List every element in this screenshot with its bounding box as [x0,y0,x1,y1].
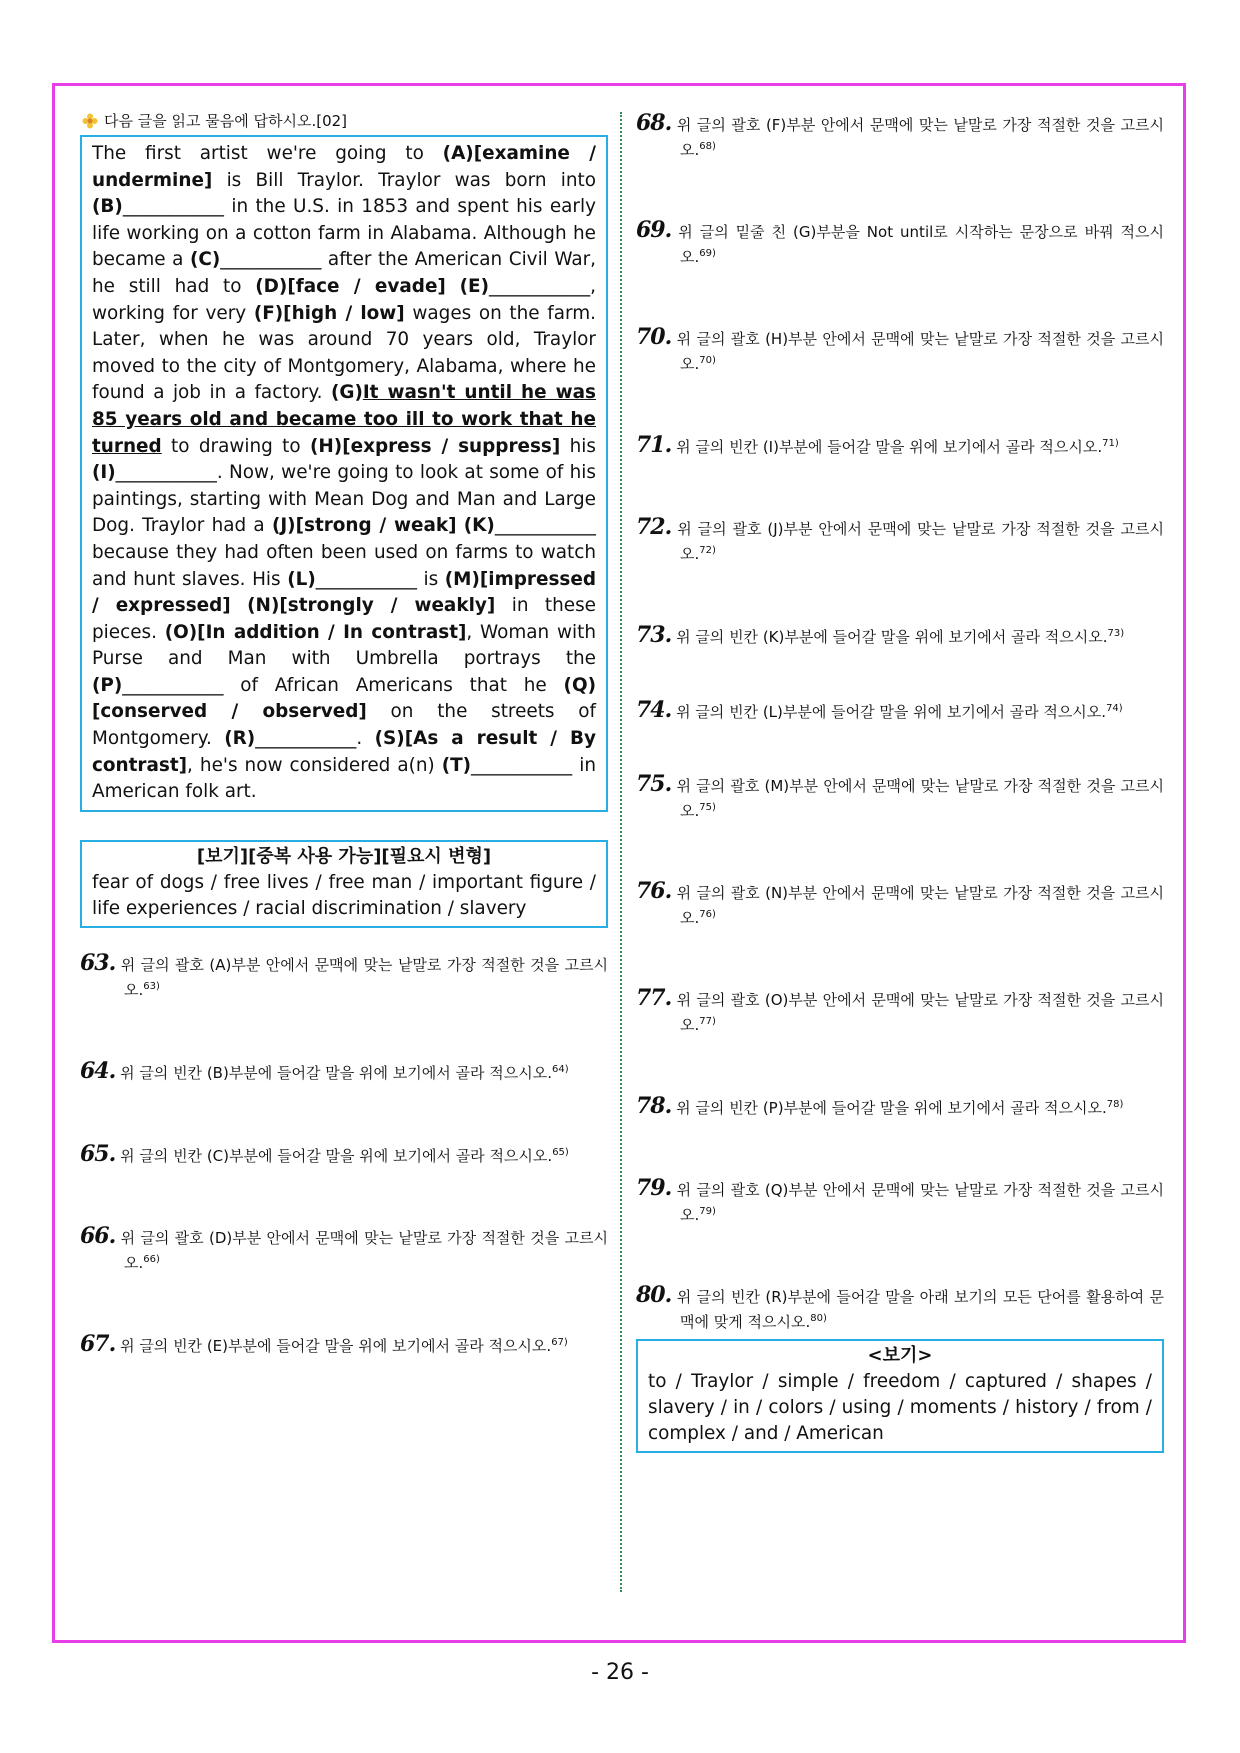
question-number: 74. [636,697,672,723]
question-item [636,516,1164,565]
question-item [636,1284,1164,1333]
question-number: 68. [636,110,672,136]
question-text: 위 글의 괄호 (O)부분 안에서 문맥에 맞는 낱말로 가장 적절한 것을 고르시오. [676,991,1164,1034]
question-text: 위 글의 빈칸 (P)부분에 들어갈 말을 위에 보기에서 골라 적으시오. [676,1099,1107,1117]
passage: The first artist we're going to (A)[examine / undermine] is Bill Traylor. Traylor was born into (B)___________ in the U.S. in 1853 and spent his early life working on a cotton farm in Alabama. Although he became a (C)___________ after the American Civil War, he still had to (D)[face / evade] (E)___________, working for very (F)[high / low] wages on the farm. Later, when he was around 70 years old, Traylor moved to the city of Montgomery, Alabama, where he found a job in a factory. (G)It wasn't until he was 85 years old and became too ill to work that he turned to drawing to (H)[express / suppress] his (I)___________. Now, we're going to look at some of his paintings, starting with Mean Dog and Man and Large Dog. Traylor had a (J)[strong / weak] (K)___________ because they had often been used on farms to watch and hunt slaves. His (L)___________ is (M)[impressed / expressed] (N)[strongly / weakly] in these pieces. (O)[In addition / In contrast], Woman with Purse and Man with Umbrella portrays the (P)___________ of African Americans that he (Q)[conserved / observed] on the streets of Montgomery. (R)___________. (S)[As a result / By contrast], he's now considered a(n) (T)___________ in American folk art. [80,135,608,812]
question-item [636,1177,1164,1226]
footnote-ref: 64) [552,1063,569,1075]
footnote-ref: 66) [143,1253,160,1265]
question-number: 75. [636,771,672,797]
flower-icon [82,113,98,129]
word-bank-box [80,840,608,928]
question-item [80,1142,608,1167]
question-text: 위 글의 괄호 (D)부분 안에서 문맥에 맞는 낱말로 가장 적절한 것을 고르시오. [120,1228,608,1272]
question-text: 위 글의 밑줄 친 (G)부분을 Not until로 시작하는 문장으로 바꿔 적으시오. [678,223,1164,266]
question-item [636,1094,1164,1119]
word-bank-2-title: <보기> [867,1345,933,1366]
footnote-ref: 72) [699,545,716,556]
question-number: 77. [636,985,672,1011]
footnote-ref: 75) [699,802,716,813]
instruction [82,110,608,131]
question-text: 위 글의 괄호 (A)부분 안에서 문맥에 맞는 낱말로 가장 적절한 것을 고르시오. [120,955,608,999]
column-divider [620,112,622,1592]
question-item [636,773,1164,822]
question-text: 위 글의 빈칸 (C)부분에 들어갈 말을 위에 보기에서 골라 적으시오. [120,1146,553,1165]
underlined-sentence-g: It wasn't until he was 85 years old and became too ill to work that he turned [92,382,596,457]
question-number: 67. [80,1330,116,1357]
question-number: 73. [636,622,672,648]
question-text: 위 글의 빈칸 (L)부분에 들어갈 말을 위에 보기에서 골라 적으시오. [676,703,1107,721]
footnote-ref: 65) [552,1146,569,1158]
word-bank-2-content: to / Traylor / simple / freedom / captured / shapes / slavery / in / colors / using / moments / history / from / complex / and / American [648,1371,1152,1444]
question-number: 64. [80,1057,116,1084]
question-text: 위 글의 괄호 (Q)부분 안에서 문맥에 맞는 낱말로 가장 적절한 것을 고르시오. [676,1181,1164,1224]
question-number: 66. [80,1222,116,1249]
question-item [636,880,1164,929]
questions-right [636,112,1164,1333]
right-column [636,112,1164,1453]
question-text: 위 글의 괄호 (J)부분 안에서 문맥에 맞는 낱말로 가장 적절한 것을 고르시오. [677,520,1164,563]
questions-left [80,949,608,1357]
question-item [636,112,1164,161]
footnote-ref: 68) [699,141,716,152]
footnote-ref: 80) [810,1313,827,1324]
question-item [636,326,1164,375]
question-number: 72. [636,514,672,540]
question-number: 79. [636,1175,672,1201]
question-item [636,698,1164,723]
footnote-ref: 63) [143,980,160,992]
question-number: 65. [80,1140,116,1167]
question-number: 71. [636,432,672,458]
footnote-ref: 73) [1107,628,1125,639]
question-item [636,433,1164,458]
question-number: 63. [80,949,116,976]
footnote-ref: 77) [699,1016,716,1027]
question-text: 위 글의 빈칸 (I)부분에 들어갈 말을 위에 보기에서 골라 적으시오. [676,438,1103,456]
question-item [80,949,608,1001]
question-number: 76. [636,878,672,904]
question-item [636,219,1164,268]
page-number: - 26 - [591,1660,649,1685]
question-number: 69. [636,217,672,243]
word-bank-box-2 [636,1339,1164,1453]
left-column [80,110,608,1357]
question-number: 80. [636,1282,672,1308]
question-number: 78. [636,1093,672,1119]
footnote-ref: 74) [1106,703,1123,714]
question-item [80,1332,608,1357]
question-item [636,623,1164,648]
word-bank-title: [보기][중복 사용 가능][필요시 변형] [196,845,492,867]
question-text: 위 글의 빈칸 (E)부분에 들어갈 말을 위에 보기에서 골라 적으시오. [120,1336,552,1355]
question-item [80,1059,608,1084]
footnote-ref: 69) [699,248,716,259]
question-text: 위 글의 괄호 (F)부분 안에서 문맥에 맞는 낱말로 가장 적절한 것을 고르시오. [676,116,1164,159]
question-text: 위 글의 괄호 (N)부분 안에서 문맥에 맞는 낱말로 가장 적절한 것을 고르시오. [676,884,1164,927]
footnote-ref: 76) [699,909,716,920]
question-text: 위 글의 빈칸 (R)부분에 들어갈 말을 아래 보기의 모든 단어를 활용하여 문맥에 맞게 적으시오. [676,1288,1164,1331]
footnote-ref: 70) [699,355,716,366]
footnote-ref: 78) [1106,1099,1124,1110]
footnote-ref: 71) [1102,438,1119,449]
instruction-text: 다음 글을 읽고 물음에 답하시오.[02] [104,112,348,130]
footnote-ref: 79) [699,1206,716,1217]
question-item [636,987,1164,1036]
question-text: 위 글의 빈칸 (K)부분에 들어갈 말을 위에 보기에서 골라 적으시오. [676,628,1108,646]
word-bank-content: fear of dogs / free lives / free man / important figure / life experiences / racial discrimination / slavery [92,871,596,919]
footnote-ref: 67) [551,1336,568,1348]
question-text: 위 글의 괄호 (H)부분 안에서 문맥에 맞는 낱말로 가장 적절한 것을 고르시오. [676,330,1164,373]
question-text: 위 글의 괄호 (M)부분 안에서 문맥에 맞는 낱말로 가장 적절한 것을 고르시오. [676,777,1164,820]
question-text: 위 글의 빈칸 (B)부분에 들어갈 말을 위에 보기에서 골라 적으시오. [120,1063,552,1082]
question-number: 70. [636,324,672,350]
question-item [80,1222,608,1274]
